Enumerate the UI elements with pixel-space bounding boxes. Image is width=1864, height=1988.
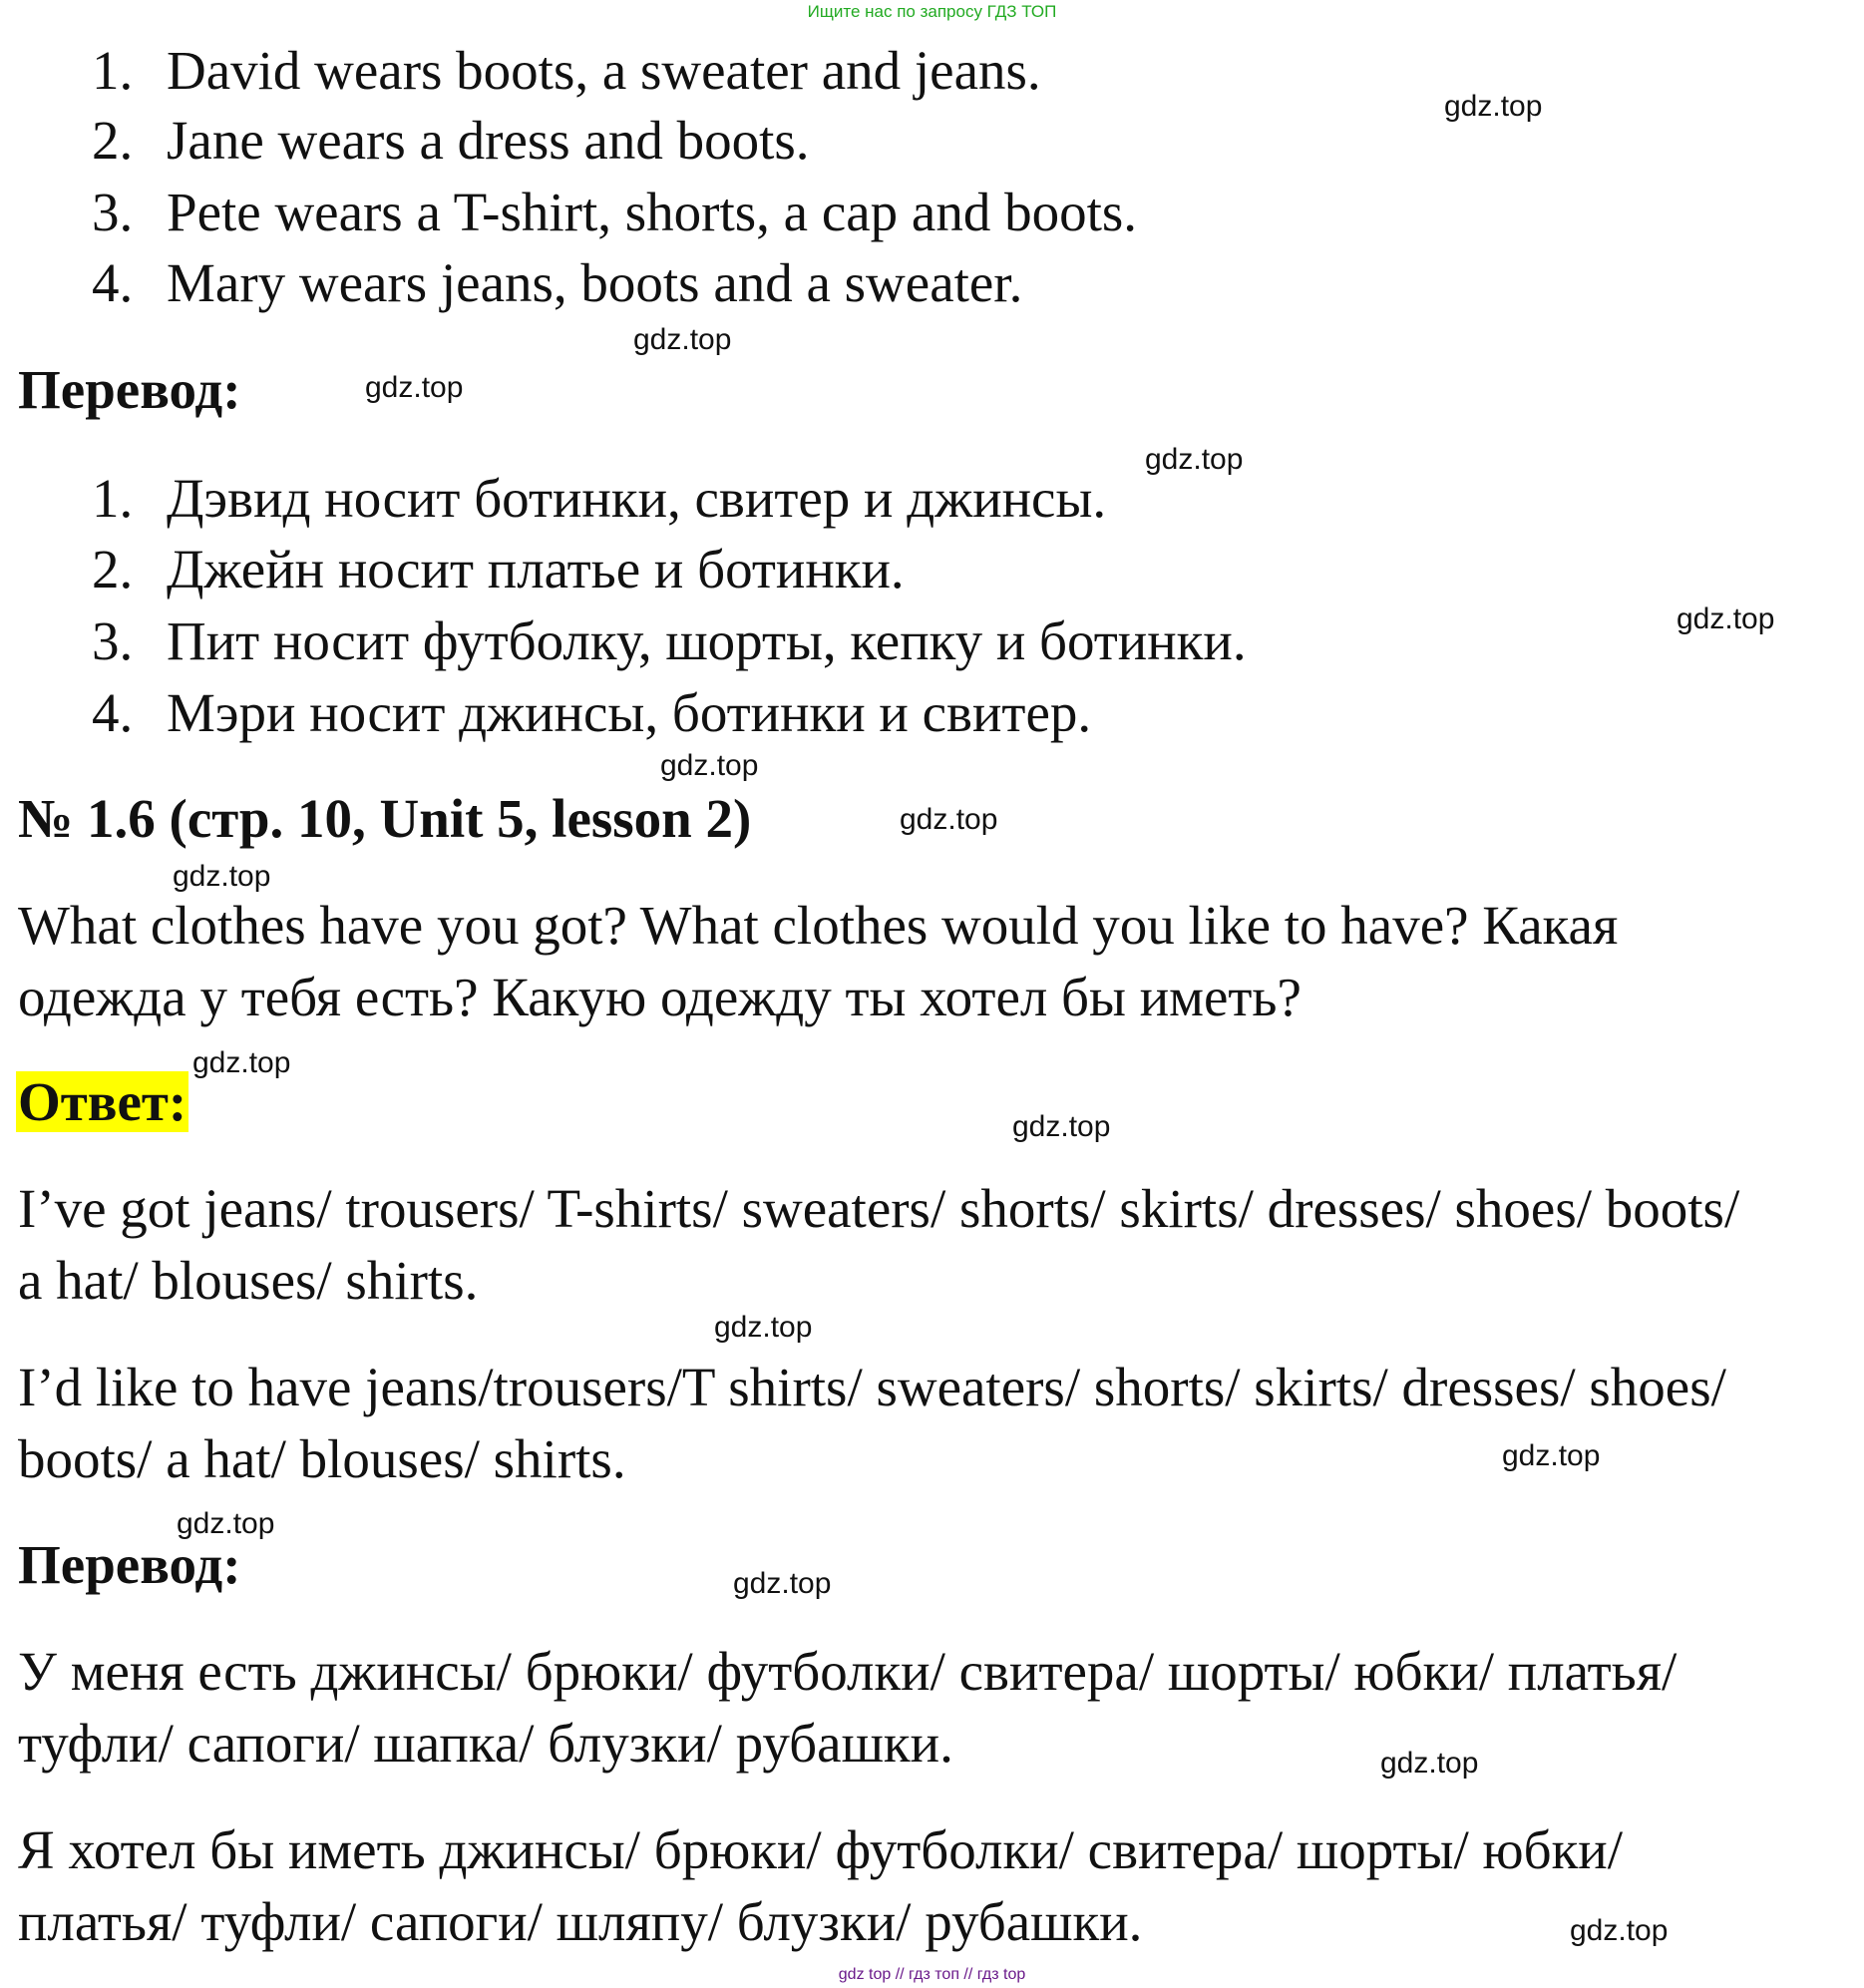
question-line: What clothes have you got? What clothes would you like to have? Какая bbox=[18, 895, 1619, 956]
list-number: 4. bbox=[92, 682, 134, 743]
translation-line: туфли/ сапоги/ шапка/ блузки/ рубашки. bbox=[18, 1713, 953, 1774]
answer-line: a hat/ blouses/ shirts. bbox=[18, 1250, 479, 1311]
list-text: Pete wears a T-shirt, shorts, a cap and boots. bbox=[167, 182, 1138, 242]
list-item bbox=[92, 468, 1107, 529]
watermark: gdz.top bbox=[365, 371, 464, 404]
translation-line: платья/ туфли/ сапоги/ шляпу/ блузки/ рубашки. bbox=[18, 1891, 1143, 1952]
watermark: gdz.top bbox=[714, 1311, 813, 1344]
watermark: gdz.top bbox=[1380, 1747, 1479, 1780]
list-item bbox=[92, 182, 1138, 242]
watermark: gdz.top bbox=[1012, 1110, 1111, 1143]
list-item bbox=[92, 539, 905, 599]
watermark: gdz.top bbox=[192, 1046, 291, 1079]
watermark: gdz.top bbox=[633, 323, 732, 356]
watermark: gdz.top bbox=[660, 749, 759, 782]
watermark: gdz.top bbox=[1444, 90, 1543, 123]
list-number: 4. bbox=[92, 252, 134, 313]
list-text: Мэри носит джинсы, ботинки и свитер. bbox=[167, 682, 1092, 743]
list-text: Jane wears a dress and boots. bbox=[167, 110, 810, 171]
task-heading: № 1.6 (стр. 10, Unit 5, lesson 2) bbox=[18, 788, 752, 849]
list-text: Джейн носит платье и ботинки. bbox=[167, 539, 905, 599]
list-item bbox=[92, 110, 810, 171]
top-banner: Ищите нас по запросу ГДЗ ТОП bbox=[807, 2, 1057, 21]
list-number: 2. bbox=[92, 539, 134, 599]
answer-line: I’d like to have jeans/trousers/T shirts/ sweaters/ shorts/ skirts/ dresses/ shoes/ bbox=[18, 1357, 1726, 1417]
watermark: gdz.top bbox=[733, 1567, 832, 1600]
list-number: 3. bbox=[92, 610, 134, 671]
watermark: gdz.top bbox=[900, 803, 998, 836]
watermark: gdz.top bbox=[1677, 602, 1775, 635]
footer-links: gdz top // гдз топ // гдз top bbox=[838, 1966, 1026, 1983]
list-number: 3. bbox=[92, 182, 134, 242]
list-item bbox=[92, 40, 1041, 101]
list-item bbox=[92, 610, 1247, 671]
translation-line: Я хотел бы иметь джинсы/ брюки/ футболки/ свитера/ шорты/ юбки/ bbox=[18, 1819, 1624, 1880]
answer-heading-highlight: Ответ: bbox=[18, 1071, 187, 1132]
list-item bbox=[92, 682, 1092, 743]
question-line: одежда у тебя есть? Какую одежду ты хотел бы иметь? bbox=[18, 967, 1302, 1027]
list-number: 1. bbox=[92, 40, 134, 101]
list-number: 1. bbox=[92, 468, 134, 529]
watermark: gdz.top bbox=[177, 1507, 275, 1540]
list-text: Дэвид носит ботинки, свитер и джинсы. bbox=[167, 468, 1107, 529]
list-item bbox=[92, 252, 1023, 313]
answer-line: I’ve got jeans/ trousers/ T-shirts/ sweaters/ shorts/ skirts/ dresses/ shoes/ boots/ bbox=[18, 1178, 1740, 1239]
list-text: David wears boots, a sweater and jeans. bbox=[167, 40, 1041, 101]
translation-heading: Перевод: bbox=[18, 359, 241, 420]
translation-line: У меня есть джинсы/ брюки/ футболки/ свитера/ шорты/ юбки/ платья/ bbox=[18, 1641, 1678, 1702]
list-text: Пит носит футболку, шорты, кепку и ботинки. bbox=[167, 610, 1247, 671]
watermark: gdz.top bbox=[173, 860, 271, 893]
answer-heading bbox=[16, 1071, 188, 1132]
list-number: 2. bbox=[92, 110, 134, 171]
translation-heading: Перевод: bbox=[18, 1534, 241, 1595]
watermark: gdz.top bbox=[1570, 1914, 1669, 1947]
watermark: gdz.top bbox=[1145, 443, 1244, 476]
answer-line: boots/ a hat/ blouses/ shirts. bbox=[18, 1428, 626, 1489]
list-text: Mary wears jeans, boots and a sweater. bbox=[167, 252, 1023, 313]
watermark: gdz.top bbox=[1502, 1439, 1601, 1472]
